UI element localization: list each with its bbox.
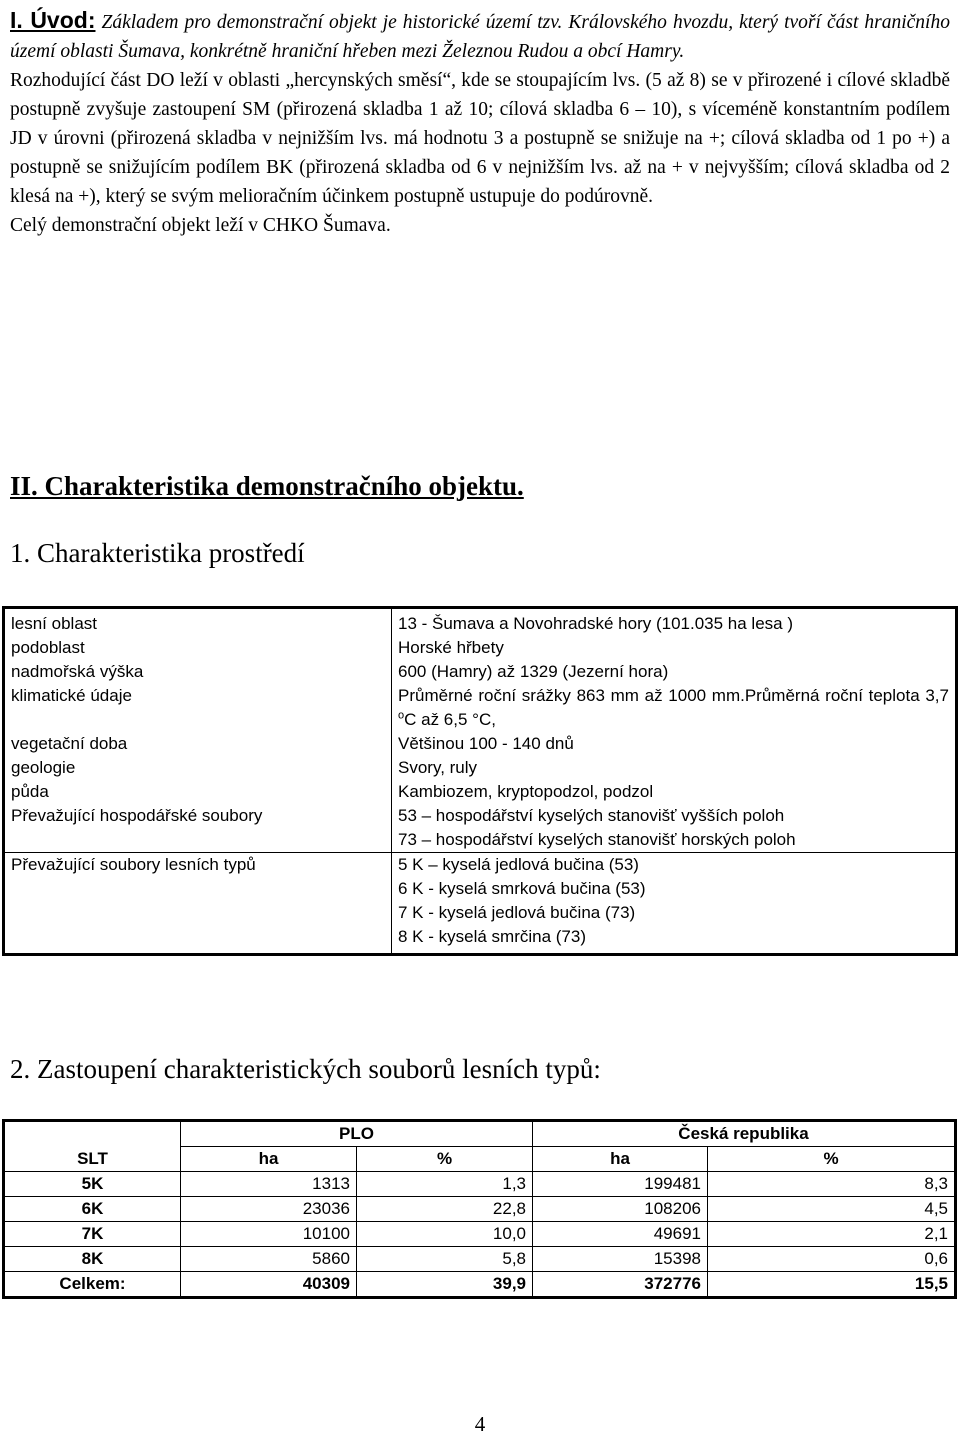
plo-ha-cell: 1313: [181, 1172, 357, 1197]
env-label: Převažující hospodářské soubory: [4, 804, 392, 853]
table-row: [4, 732, 957, 756]
total-label-cell: Celkem:: [4, 1272, 181, 1298]
table-row: [4, 853, 957, 955]
col-header: ha: [533, 1147, 708, 1172]
env-label: vegetační doba: [4, 732, 392, 756]
slt-cell: 7K: [4, 1222, 181, 1247]
page-number: 4: [474, 1412, 486, 1436]
table-row: [4, 1247, 956, 1272]
intro-section: [10, 6, 950, 240]
slt-cell: 6K: [4, 1197, 181, 1222]
plo-pct-cell: 5,8: [357, 1247, 533, 1272]
plo-ha-cell: 23036: [181, 1197, 357, 1222]
section-title: II. Charakteristika demonstračního objektu.: [10, 471, 524, 501]
table-row: [4, 684, 957, 732]
cr-ha-cell: 199481: [533, 1172, 708, 1197]
forest-types-table: [2, 1119, 957, 1299]
col-header: ha: [181, 1147, 357, 1172]
table-row: [4, 780, 957, 804]
env-value: Většinou 100 - 140 dnů: [398, 734, 574, 753]
plo-group-header: PLO: [181, 1121, 533, 1147]
plo-pct-cell: 10,0: [357, 1222, 533, 1247]
env-label: nadmořská výška: [4, 660, 392, 684]
env-label: klimatické údaje: [4, 684, 392, 732]
cr-pct-total: 15,5: [708, 1272, 956, 1298]
cr-ha-cell: 15398: [533, 1247, 708, 1272]
env-line: 7 K - kyselá jedlová bučina (73): [398, 903, 636, 922]
intro-paragraph-3: Celý demonstrační objekt leží v CHKO Šumava.: [10, 215, 391, 236]
table-row: [4, 660, 957, 684]
env-line: 73 – hospodářství kyselých stanovišť horských poloh: [398, 830, 796, 849]
table-row: [4, 636, 957, 660]
env-label: geologie: [4, 756, 392, 780]
env-value: Horské hřbety: [398, 638, 504, 657]
env-line: 8 K - kyselá smrčina (73): [398, 927, 586, 946]
intro-paragraph-2: Rozhodující část DO leží v oblasti „hercynských směsí“, kde se stoupajícím lvs. (5 až 8) se v přirozené i cílové skladbě postupně zvyšuje zastoupení SM (přirozená skladba 1 až 10; cílová skladba 6 – 10), s víceméně konstantním podílem JD v úrovni (přirozená skladba v nejnižším lvs. má hodnotu 3 a postupně se snižuje na +; cílová skladba od 1 po +) a postupně se snižujícím podílem BK (přirozená skladba od 6 v nejnižším lvs. až na + v nejvyšším; cílová skladba od 2 klesá na +), který se svým melioračním účinkem postupně ustupuje do podúrovně.: [10, 70, 950, 207]
climate-suffix: C až 6,5 °C,: [404, 710, 496, 729]
env-value-list: [392, 804, 957, 853]
env-value: 13 - Šumava a Novohradské hory (101.035 ha lesa ): [398, 614, 794, 633]
env-line: 5 K – kyselá jedlová bučina (53): [398, 855, 639, 874]
plo-pct-cell: 22,8: [357, 1197, 533, 1222]
intro-heading: I. Úvod:: [10, 7, 96, 33]
table-row: [4, 1197, 956, 1222]
slt-cell: 8K: [4, 1247, 181, 1272]
environment-table: [2, 606, 958, 956]
environment-title: 1. Charakteristika prostředí: [10, 538, 305, 568]
cr-ha-total: 372776: [533, 1272, 708, 1298]
slt-cell: 5K: [4, 1172, 181, 1197]
cr-pct-cell: 4,5: [708, 1197, 956, 1222]
plo-ha-cell: 10100: [181, 1222, 357, 1247]
col-header: %: [357, 1147, 533, 1172]
empty-header-cell: [4, 1121, 181, 1147]
cr-pct-cell: 0,6: [708, 1247, 956, 1272]
cr-group-header: Česká republika: [533, 1121, 956, 1147]
intro-lead-text: Základem pro demonstrační objekt je historické území tzv. Královského hvozdu, který tvoří část hraničního území oblasti Šumava, konkrétně hraniční hřeben mezi Železnou Rudou a obcí Hamry.: [10, 12, 950, 62]
table-header-row: [4, 1147, 956, 1172]
env-label: půda: [4, 780, 392, 804]
table-row: [4, 1172, 956, 1197]
degree-superscript: o: [398, 709, 405, 722]
env-label: lesní oblast: [4, 608, 392, 637]
climate-text: Průměrné roční srážky 863 mm až 1000 mm.Průměrná roční teplota 3,7: [398, 686, 949, 705]
env-value: Svory, ruly: [398, 758, 478, 777]
table-row: [4, 804, 957, 853]
env-line: 53 – hospodářství kyselých stanovišť vyšších poloh: [398, 806, 785, 825]
table-row: [4, 1222, 956, 1247]
plo-ha-cell: 5860: [181, 1247, 357, 1272]
col-header: %: [708, 1147, 956, 1172]
env-label: podoblast: [4, 636, 392, 660]
cr-ha-cell: 108206: [533, 1197, 708, 1222]
cr-ha-cell: 49691: [533, 1222, 708, 1247]
env-value: 600 (Hamry) až 1329 (Jezerní hora): [398, 662, 669, 681]
plo-pct-total: 39,9: [357, 1272, 533, 1298]
cr-pct-cell: 2,1: [708, 1222, 956, 1247]
slt-header: SLT: [4, 1147, 181, 1172]
cr-pct-cell: 8,3: [708, 1172, 956, 1197]
forest-types-title: 2. Zastoupení charakteristických souborů lesních typů:: [10, 1054, 601, 1084]
env-line: 6 K - kyselá smrková bučina (53): [398, 879, 646, 898]
table-row: [4, 756, 957, 780]
plo-pct-cell: 1,3: [357, 1172, 533, 1197]
env-value-list: [392, 853, 957, 955]
env-value-climate: [392, 684, 957, 732]
plo-ha-total: 40309: [181, 1272, 357, 1298]
env-value: Kambiozem, kryptopodzol, podzol: [398, 782, 654, 801]
env-label: Převažující soubory lesních typů: [4, 853, 392, 955]
table-total-row: [4, 1272, 956, 1298]
table-header-row: [4, 1121, 956, 1147]
table-row: [4, 608, 957, 637]
